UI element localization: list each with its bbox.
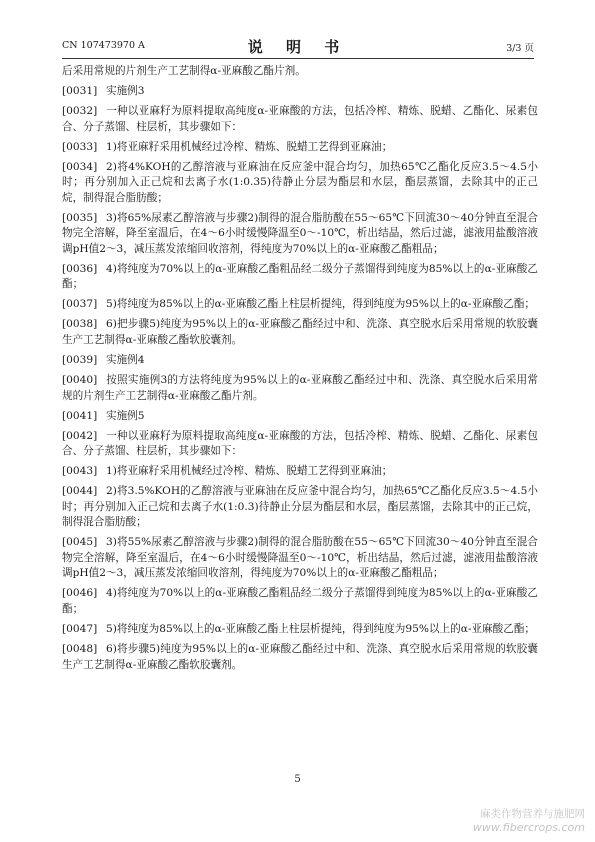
- paragraph-text: 6)把步骤5)纯度为95%以上的α-亚麻酸乙酯经过中和、洗涤、真空脱水后采用常规的软胶囊生产工艺制得α-亚麻酸乙酯软胶囊剂。: [62, 318, 538, 347]
- paragraph-number: [0033]: [62, 140, 98, 153]
- paragraph-number: [0036]: [62, 262, 98, 275]
- paragraph: [62, 297, 538, 313]
- document-body: [62, 64, 538, 678]
- page-number: 5: [294, 774, 301, 785]
- paragraph-text: 5)将纯度为85%以上的α-亚麻酸乙酯上柱层析提纯，得到纯度为95%以上的α-亚麻酸乙酯；: [106, 298, 536, 311]
- paragraph-text: 1)将亚麻籽采用机械经过冷榨、精炼、脱蜡工艺得到亚麻油；: [106, 140, 393, 153]
- paragraph-text: 按照实施例3的方法将纯度为95%以上的α-亚麻酸乙酯经过中和、洗涤、真空脱水后采用常规的片剂生产工艺制得α-亚麻酸乙酯片剂。: [62, 374, 538, 402]
- paragraph-text: 5)将纯度为85%以上的α-亚麻酸乙酯上柱层析提纯，得到纯度为95%以上的α-亚麻酸乙酯；: [106, 623, 536, 636]
- paragraph-text: 2)将4%KOH的乙醇溶液与亚麻油在反应釜中混合均匀，加热65℃乙酯化反应3.5～4.5小时；再分别加入正己烷和去离子水(1:0.35)待静止分层为酯层和水层，酯层蒸馏，去除其中的正己烷，制得混合脂肪酸；: [62, 160, 538, 204]
- paragraph: [62, 140, 538, 156]
- paragraph: [62, 104, 538, 135]
- paragraph: [62, 535, 538, 582]
- paragraph-text: 1)将亚麻籽采用机械经过冷榨、精炼、脱蜡工艺得到亚麻油；: [106, 465, 393, 478]
- paragraph-number: [0035]: [62, 211, 98, 224]
- paragraph: [62, 429, 538, 460]
- watermark-site-name: 麻类作物营养与施肥网: [480, 808, 585, 820]
- paragraph: [62, 84, 538, 100]
- paragraph-number: [0034]: [62, 160, 98, 173]
- paragraph-number: [0043]: [62, 465, 98, 478]
- paragraph: [62, 586, 538, 617]
- paragraph-number: [0032]: [62, 104, 98, 117]
- paragraph: [62, 484, 538, 531]
- paragraph-text: 4)将纯度为70%以上的α-亚麻酸乙酯粗品经二级分子蒸馏得到纯度为85%以上的α-亚麻酸乙酯；: [62, 587, 538, 616]
- paragraph: [62, 353, 538, 369]
- paragraph: [62, 464, 538, 480]
- paragraph: [62, 642, 538, 673]
- paragraph-text: 实施例3: [106, 84, 145, 97]
- paragraph: [62, 262, 538, 293]
- paragraph: [62, 373, 538, 404]
- paragraph-text: 实施例4: [106, 354, 145, 367]
- paragraph-number: [0041]: [62, 409, 98, 422]
- paragraph: [62, 622, 538, 638]
- paragraph-number: [0042]: [62, 429, 98, 442]
- paragraph-text: 2)将3.5%KOH的乙醇溶液与亚麻油在反应釜中混合均匀，加热65℃乙酯化反应3.5～4.5小时；再分别加入正己烷和去离子水(1:0.3)待静止分层为酯层和水层，酯层蒸馏，去除其中的正己烷，制得混合脂肪酸；: [62, 485, 538, 529]
- paragraph: [62, 160, 538, 207]
- paragraph-text: 3)将55%尿素乙醇溶液与步骤2)制得的混合脂肪酸在55～65℃下回流30～40分钟直至混合物完全溶解，降至室温后，在4～6小时缓慢降温至0～-10℃，析出结晶，然后过滤，滤液用盐酸溶液调pH值2～3，减压蒸发浓缩回收溶剂，得纯度为70%以上的α-亚麻酸乙酯粗品；: [62, 536, 538, 580]
- paragraph: [62, 211, 538, 258]
- paragraph-number: [0048]: [62, 643, 98, 656]
- page-header: [62, 36, 534, 59]
- paragraph-number: [0039]: [62, 354, 98, 367]
- paragraph-number: [0044]: [62, 485, 98, 498]
- paragraph: [62, 64, 538, 80]
- paragraph-number: [0037]: [62, 298, 98, 311]
- paragraph-number: [0047]: [62, 623, 98, 636]
- paragraph-number: [0031]: [62, 84, 98, 97]
- page-indicator: 3/3 页: [506, 43, 534, 54]
- paragraph-number: [0046]: [62, 587, 98, 600]
- paragraph-text: 实施例5: [106, 409, 145, 422]
- paragraph-text: 4)将纯度为70%以上的α-亚麻酸乙酯粗品经二级分子蒸馏得到纯度为85%以上的α-亚麻酸乙酯；: [62, 262, 538, 291]
- paragraph-text: 6)将步骤5)纯度为95%以上的α-亚麻酸乙酯经过中和、洗涤、真空脱水后采用常规的软胶囊生产工艺制得α-亚麻酸乙酯软胶囊剂。: [62, 643, 538, 671]
- paragraph-text: 一种以亚麻籽为原料提取高纯度α-亚麻酸的方法，包括冷榨、精炼、脱蜡、乙酯化、尿素包合、分子蒸馏、柱层析，其步骤如下：: [62, 104, 538, 133]
- paragraph-number: [0040]: [62, 374, 98, 386]
- paragraph-number: [0045]: [62, 536, 98, 549]
- site-watermark: [473, 806, 585, 834]
- paragraph: [62, 409, 538, 425]
- paragraph-text: 3)将65%尿素乙醇溶液与步骤2)制得的混合脂肪酸在55～65℃下回流30～40分钟直至混合物完全溶解，降至室温后，在4～6小时缓慢降温至0～-10℃，析出结晶，然后过滤，滤液用盐酸溶液调pH值2～3，减压蒸发浓缩回收溶剂，得纯度为70%以上的α-亚麻酸乙酯粗品；: [62, 211, 538, 255]
- paragraph-text: 一种以亚麻籽为原料提取高纯度α-亚麻酸的方法，包括冷榨、精炼、脱蜡、乙酯化、尿素包合、分子蒸馏、柱层析，其步骤如下：: [62, 429, 538, 458]
- publication-number: CN 107473970 A: [62, 40, 145, 51]
- watermark-url: www.fibercrops.com: [472, 821, 585, 834]
- paragraph-number: [0038]: [62, 318, 98, 331]
- document-title: 说 明 书: [247, 38, 349, 56]
- paragraph-text: 后采用常规的片剂生产工艺制得α-亚麻酸乙酯片剂。: [62, 65, 306, 77]
- paragraph: [62, 317, 538, 348]
